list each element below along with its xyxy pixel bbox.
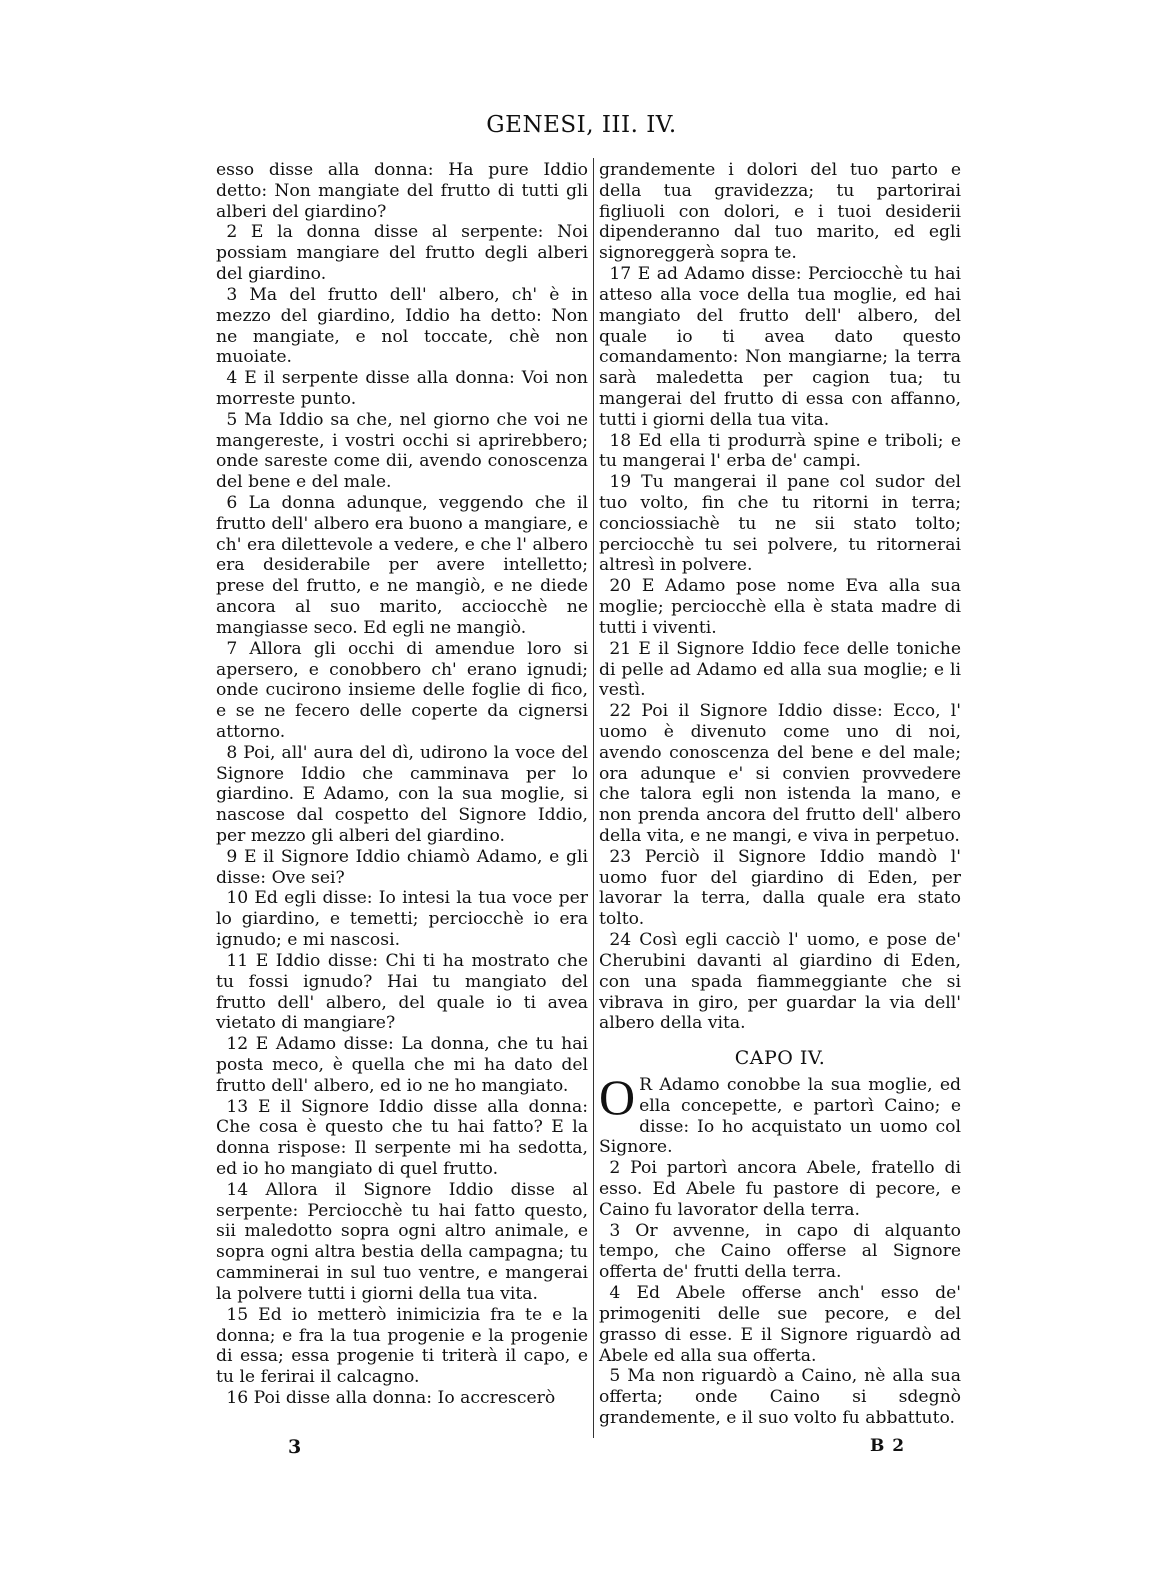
verse	[599, 1221, 961, 1283]
verse-text: E Adamo disse: La donna, che tu hai posta meco, è quella che mi ha dato del frutto dell' albero, ed io ne ho mangiato.	[216, 1034, 588, 1096]
verse-text: Ed Abele offerse anch' esso de' primogeniti delle sue pecore, e del grasso di esse. E il Signore riguardò ad Abele ed alla sua offerta.	[599, 1283, 961, 1366]
verse-number: 6	[226, 493, 238, 513]
verse-text: Ed ella ti produrrà spine e triboli; e tu mangerai l' erba de' campi.	[599, 430, 961, 472]
verse-number: 4	[226, 368, 238, 389]
verse-number: 11	[226, 950, 249, 971]
verse	[599, 1283, 961, 1366]
verse-text: E il serpente disse alla donna: Voi non morreste punto.	[216, 368, 588, 409]
verse	[216, 368, 588, 410]
verse-number: 16	[226, 1387, 249, 1408]
verse	[216, 493, 588, 639]
verse	[216, 222, 588, 284]
verse-number: 20	[609, 576, 632, 597]
verse-text: E ad Adamo disse: Perciocchè tu hai atteso alla voce della tua moglie, ed hai mangiato del frutto dell' albero, del quale io ti avea dato questo comandamento: Non mangiarne; la terra sarà maledetta per cagion tua; tu mangerai del frutto di essa con affanno, tutti i giorni della tua vita.	[599, 264, 961, 430]
left-column	[216, 160, 588, 1409]
verse-number: 12	[226, 1034, 249, 1055]
chapter-heading: CAPO IV.	[734, 1047, 826, 1070]
chapter-verses	[599, 1158, 961, 1429]
verse	[216, 951, 588, 1034]
verse-text: Così egli cacciò l' uomo, e pose de' Cherubini davanti al giardino di Eden, con una spada fiammeggiante che si vibrava in giro, per guardar la via dell' albero della vita.	[599, 930, 962, 1034]
verse-number: 15	[226, 1304, 249, 1325]
verse-text: Ed io metterò inimicizia fra te e la donna; e fra la tua progenie e la progenie di essa; essa progenie ti triterà il capo, e tu le ferirai il calcagno.	[216, 1304, 588, 1388]
verse	[216, 1388, 588, 1409]
verse-text: E il Signore Iddio fece delle toniche di pelle ad Adamo ed alla sua moglie; e li vestì.	[599, 638, 961, 701]
chapter-first-verse-text: R Adamo conobbe la sua moglie, ed ella concepette, e partorì Caino; e disse: Io ho acquistato un uomo col Signore.	[599, 1074, 961, 1158]
verse-text: Tu mangerai il pane col sudor del tuo volto, fin che tu ritorni in terra; conciossiachè tu ne sii stato tolto; perciocchè tu sei polvere, tu ritornerai altresì in polvere.	[599, 472, 961, 576]
verse	[216, 1034, 588, 1096]
verse-text: Or avvenne, in capo di alquanto tempo, che Caino offerse al Signore offerta de' frutti della terra.	[599, 1220, 961, 1283]
verse	[599, 472, 961, 576]
verse	[599, 930, 961, 1034]
verse-text: E il Signore Iddio chiamò Adamo, e gli disse: Ove sei?	[216, 846, 588, 888]
verse-text: grandemente i dolori del tuo parto e della tua gravidezza; tu partorirai figliuoli con dolori, e i tuoi desiderii dipenderanno dal tuo marito, ed egli signoreggerà sopra te.	[599, 160, 961, 264]
column-divider	[593, 158, 594, 1438]
verse-text: Ma Iddio sa che, nel giorno che voi ne mangereste, i vostri occhi si aprirebbero; onde sareste come dii, avendo conoscenza del bene e del male.	[216, 409, 588, 493]
chapter-first-verse	[599, 1068, 961, 1158]
verse-number: 18	[609, 430, 632, 451]
verse-number: 21	[609, 638, 632, 659]
verse	[216, 1180, 588, 1305]
verse-text: Allora gli occhi di amendue loro si apersero, e conobbero ch' erano ignudi; onde cucirono insieme delle foglie di fico, e se ne fecero delle coperte da cignersi attorno.	[216, 638, 589, 742]
verse-continuation	[216, 160, 588, 222]
verse-number: 2	[609, 1158, 621, 1179]
verse	[599, 1158, 961, 1220]
verse-text: Allora il Signore Iddio disse al serpente: Perciocchè tu hai fatto questo, sii maledotto sopra ogni altro animale, e sopra ogni altra bestia della campagna; tu camminerai in sul tuo ventre, e mangerai la polvere tutti i giorni della tua vita.	[216, 1179, 588, 1304]
verse	[599, 576, 961, 638]
verse-number: 7	[226, 638, 238, 659]
verse-number: 3	[609, 1220, 621, 1241]
verse	[216, 285, 588, 368]
verse-continuation	[599, 160, 961, 264]
right-verses	[599, 160, 961, 1034]
verse-text: Poi, all' aura del dì, udirono la voce del Signore Iddio che camminava per lo giardino. E Adamo, con la sua moglie, si nascose dal cospetto del Signore Iddio, per mezzo gli alberi del giardino.	[216, 742, 588, 846]
verse-text: E la donna disse al serpente: Noi possiam mangiare del frutto degli alberi del giardino.	[216, 222, 588, 285]
verse-text: E Adamo pose nome Eva alla sua moglie; perciocchè ella è stata madre di tutti i viventi.	[599, 576, 961, 638]
verse-number: 23	[609, 846, 632, 867]
signature-mark: B 2	[870, 1436, 906, 1456]
verse-text: Ed egli disse: Io intesi la tua voce per lo giardino, e temetti; perciocchè io era ignudo; e mi nascosi.	[216, 888, 588, 951]
verse-number: 4	[609, 1283, 621, 1304]
verse	[216, 888, 588, 950]
verse	[216, 847, 588, 889]
verse-text: esso disse alla donna: Ha pure Iddio detto: Non mangiate del frutto di tutti gli alberi del giardino?	[216, 160, 588, 222]
verse	[599, 639, 961, 701]
verse-text: Ma del frutto dell' albero, ch' è in mezzo del giardino, Iddio ha detto: Non ne mangiate, e nol toccate, chè non muoiate.	[216, 284, 588, 368]
verse-number: 19	[609, 472, 632, 493]
verse-text: E Iddio disse: Chi ti ha mostrato che tu fossi ignudo? Hai tu mangiato del frutto dell' albero, del quale io ti avea vietato di mangiare?	[216, 950, 588, 1034]
verse-number: 10	[226, 888, 249, 909]
verse	[599, 264, 961, 431]
verse-number: 5	[226, 409, 238, 430]
verse-number: 9	[226, 846, 238, 867]
verse	[216, 639, 588, 743]
verse-text: Ma non riguardò a Caino, nè alla sua offerta; onde Caino si sdegnò grandemente, e il suo volto fu abbattuto.	[599, 1366, 961, 1428]
verse-number: 22	[609, 701, 632, 722]
verse	[599, 701, 961, 847]
verse-number: 14	[226, 1179, 249, 1200]
verse	[599, 1366, 961, 1428]
verse-text: Poi il Signore Iddio disse: Ecco, l' uomo è divenuto come uno di noi, avendo conoscenza del bene e del male; ora adunque e' si convien provvedere che talora egli non istenda la mano, e non prenda ancora del frutto dell' albero della vita, e ne mangi, e viva in perpetuo.	[599, 701, 962, 846]
verse-text: Perciò il Signore Iddio mandò l' uomo fuor del giardino di Eden, per lavorar la terra, dalla quale era stato tolto.	[599, 846, 961, 930]
verse-number: 8	[226, 742, 238, 763]
verse-number: 17	[609, 264, 632, 285]
verse	[216, 410, 588, 493]
verse-number: 24	[609, 930, 632, 951]
verse-text: La donna adunque, veggendo che il frutto dell' albero era buono a mangiare, e ch' era dilettevole a vedere, e che l' albero era desiderabile per avere intelletto; prese del frutto, e ne mangiò, e ne diede ancora al suo marito, acciocchè ne mangiasse seco. Ed egli ne mangiò.	[216, 493, 588, 638]
verse	[216, 1097, 588, 1180]
verse-text: Poi disse alla donna: Io accrescerò	[253, 1387, 556, 1408]
verse-text: E il Signore Iddio disse alla donna: Che cosa è questo che tu hai fatto? E la donna rispose: Il serpente mi ha sedotta, ed io ho mangiato di quel frutto.	[216, 1096, 588, 1179]
verse-number: 2	[226, 222, 238, 243]
drop-cap: O	[599, 1068, 636, 1125]
right-column	[599, 160, 961, 1429]
verse	[216, 743, 588, 847]
verse-text: Poi partorì ancora Abele, fratello di esso. Ed Abele fu pastore di pecore, e Caino fu lavorator della terra.	[599, 1158, 961, 1220]
verse	[599, 431, 961, 473]
verse	[216, 1305, 588, 1388]
verse-number: 5	[609, 1366, 621, 1387]
verse	[599, 847, 961, 930]
verse-number: 13	[226, 1096, 249, 1117]
page-header: GENESI, III. IV.	[486, 112, 677, 138]
verse-number: 3	[226, 284, 238, 305]
page-number: 3	[288, 1436, 302, 1458]
